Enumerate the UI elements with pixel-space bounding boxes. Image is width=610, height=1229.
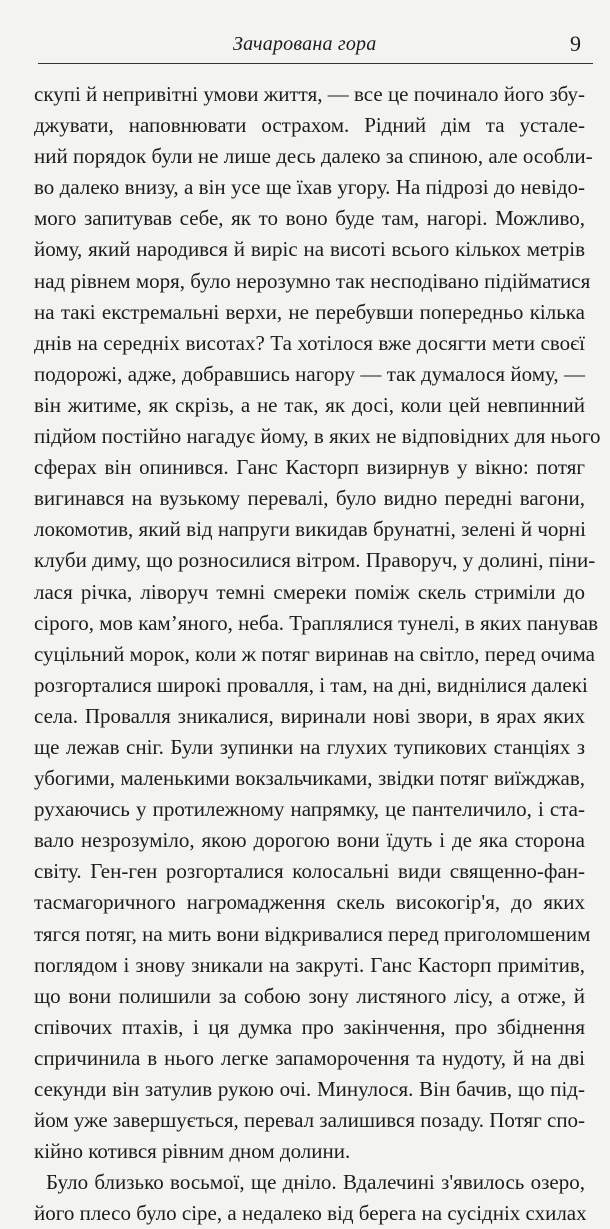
book-title: Зачарована гора xyxy=(233,33,377,55)
text-line: убогими, маленькими вокзальчиками, звідки потяг виїжджав, xyxy=(34,766,585,791)
text-line: клуби диму, що розносилися вітром. Праворуч, у долині, піни- xyxy=(34,548,596,573)
text-line: на такі екстремальні верхи, не перебувши попередньо кілька xyxy=(34,299,585,324)
text-line: його плесо було сіре, а недалеко від берега на сусідніх схилах xyxy=(34,1201,587,1226)
text-line: спричинила в нього легке запаморочення та нудоту, й на дві xyxy=(34,1045,585,1070)
text-line: Було близько восьмої, ще дніло. Вдалечині з'явилось озеро, xyxy=(46,1170,585,1195)
text-line: рухаючись у протилежному напрямку, це пантеличило, і ста- xyxy=(34,797,585,822)
text-line: вигинався на вузькому перевалі, було видно передні вагони, xyxy=(34,486,585,511)
text-line: лася річка, ліворуч темні смереки поміж скель стриміли до xyxy=(34,579,585,604)
body-text xyxy=(34,79,601,1229)
text-line: тасмагоричного нагромадження скель високогір'я, до яких xyxy=(34,890,585,915)
text-line: во далеко внизу, а він усе ще їхав угору. На підрозі до невідо- xyxy=(34,175,585,200)
text-line: вало незрозуміло, якою дорогою вони їдуть і де яка сторона xyxy=(34,828,585,853)
text-line: тягся потяг, на мить вони відкривалися перед приголомшеним xyxy=(34,921,591,946)
text-line: що вони полишили за собою зону листяного лісу, а отже, й xyxy=(34,983,585,1008)
text-line: світу. Ген-ген розгорталися колосальні види священно-фан- xyxy=(34,859,585,884)
text-line: він житиме, як скрізь, а не так, як досі, коли цей невпинний xyxy=(34,392,585,417)
text-line: йом уже завершується, перевал залишився позаду. Потяг спо- xyxy=(34,1108,586,1133)
text-line: йому, який народився й виріс на висоті всього кількох метрів xyxy=(34,237,585,262)
text-line: джувати, наповнювати острахом. Рідний дім та устале- xyxy=(34,113,585,138)
text-line: поглядом і знову зникали на закруті. Ганс Касторп примітив, xyxy=(34,952,585,977)
text-line: кійно котився рівним дном долини. xyxy=(34,1139,351,1164)
text-line: подорожі, адже, добравшись нагору — так думалося йому, — xyxy=(34,361,585,386)
text-line: сірого, мов кам’яного, неба. Траплялися тунелі, в яких панував xyxy=(34,610,599,635)
text-line: мого запитував себе, як то воно буде там, нагорі. Можливо, xyxy=(34,206,585,231)
text-line: співочих птахів, і ця думка про закінчення, про збіднення xyxy=(34,1014,585,1039)
text-line: суцільний морок, коли ж потяг виринав на світло, перед очима xyxy=(34,641,595,666)
text-line: сферах він опинився. Ганс Касторп визирнув у вікно: потяг xyxy=(34,455,585,480)
running-header xyxy=(38,31,593,64)
text-line: скупі й непривітні умови життя, — все це починало його збу- xyxy=(34,82,585,106)
text-line: секунди він затулив рукою очі. Минулося. Він бачив, що під- xyxy=(34,1077,585,1101)
text-line: розгорталися широкі провалля, і там, на дні, виднілися далекі xyxy=(34,672,588,697)
text-line: ще лежав сніг. Були зупинки на глухих тупикових станціях з xyxy=(34,734,585,759)
text-line: днів на середніх висотах? Та хотілося вже досягти мети своєї xyxy=(34,330,585,355)
text-line: підйом постійно нагадує йому, в яких не відповідних для нього xyxy=(34,424,601,449)
text-line: села. Провалля зникалися, виринали нові звори, в ярах яких xyxy=(34,703,585,728)
text-line: над рівнем моря, було нерозумно так несподівано підійматися xyxy=(34,268,591,293)
text-line: локомотив, який від напруги викидав брунатні, зелені й чорні xyxy=(34,517,586,542)
page-number: 9 xyxy=(570,31,581,56)
text-line: ний порядок були не лише десь далеко за спиною, але особли- xyxy=(34,144,593,169)
